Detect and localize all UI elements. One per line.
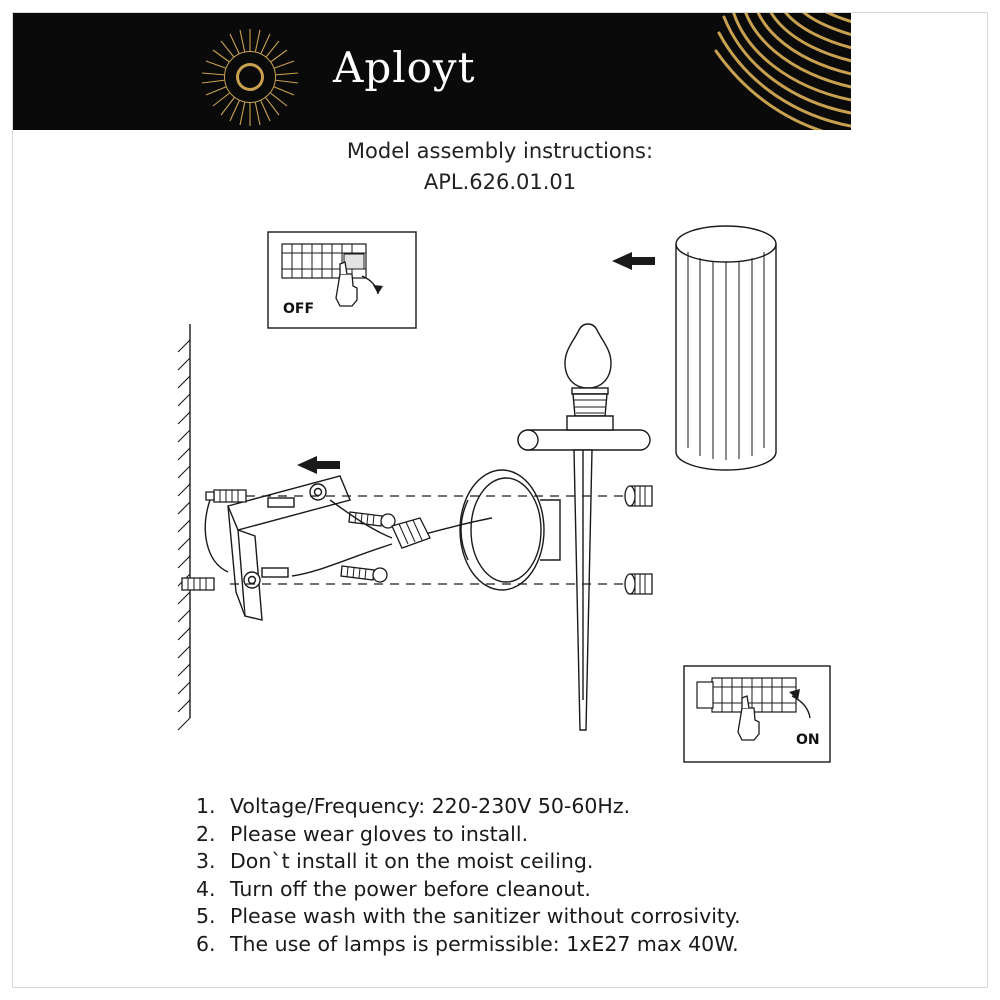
fan-decoration-icon [501,13,851,130]
switch-off-callout [268,232,416,328]
note-number: 4. [196,876,216,901]
note-text: Don`t install it on the moist ceiling. [230,849,594,873]
lamp-holder [518,416,650,450]
title-text: Model assembly instructions: [346,139,654,163]
brand-wordmark: Aployt [333,43,476,92]
note-text: Turn off the power before cleanout. [230,876,591,901]
sunburst-logo-icon [191,27,309,127]
assembly-diagram-svg [0,200,1000,780]
list-item [196,848,956,876]
list-item [196,876,956,904]
list-item [196,821,956,849]
safety-notes-list [196,793,956,958]
ring-decor [460,470,560,590]
note-number: 5. [196,904,216,928]
note-number: 6. [196,931,216,956]
note-number: 3. [196,849,216,873]
list-item [196,903,956,931]
adjustment-knob-bottom [625,574,652,594]
wall-graphic [178,324,190,730]
model-code: APL.626.01.01 [423,170,577,194]
shade-cylinder [676,226,776,470]
terminal-block [392,518,430,548]
note-text: Please wear gloves to install. [230,821,529,846]
assembly-diagram [0,200,1000,780]
list-item [196,793,956,821]
page-title [0,136,1000,198]
bracket-screws [341,512,395,582]
adjustment-knob-top [625,486,652,506]
bulb-graphic [565,324,611,416]
note-text: Voltage/Frequency: 220-230V 50-60Hz. [230,794,631,818]
arrow-bracket-left-icon [297,456,340,474]
note-text: Please wash with the sanitizer without corrosivity. [230,904,741,928]
arrow-shade-left-icon [612,252,655,270]
note-number: 2. [196,821,216,846]
switch-on-callout [684,666,830,762]
note-text: The use of lamps is permissible: 1xE27 max 40W. [230,931,739,956]
ground-spike [574,450,592,730]
brand-banner [13,13,851,130]
switch-on-label: ON [796,732,820,748]
switch-off-label: OFF [283,301,315,317]
note-number: 1. [196,794,216,818]
list-item [196,931,956,959]
